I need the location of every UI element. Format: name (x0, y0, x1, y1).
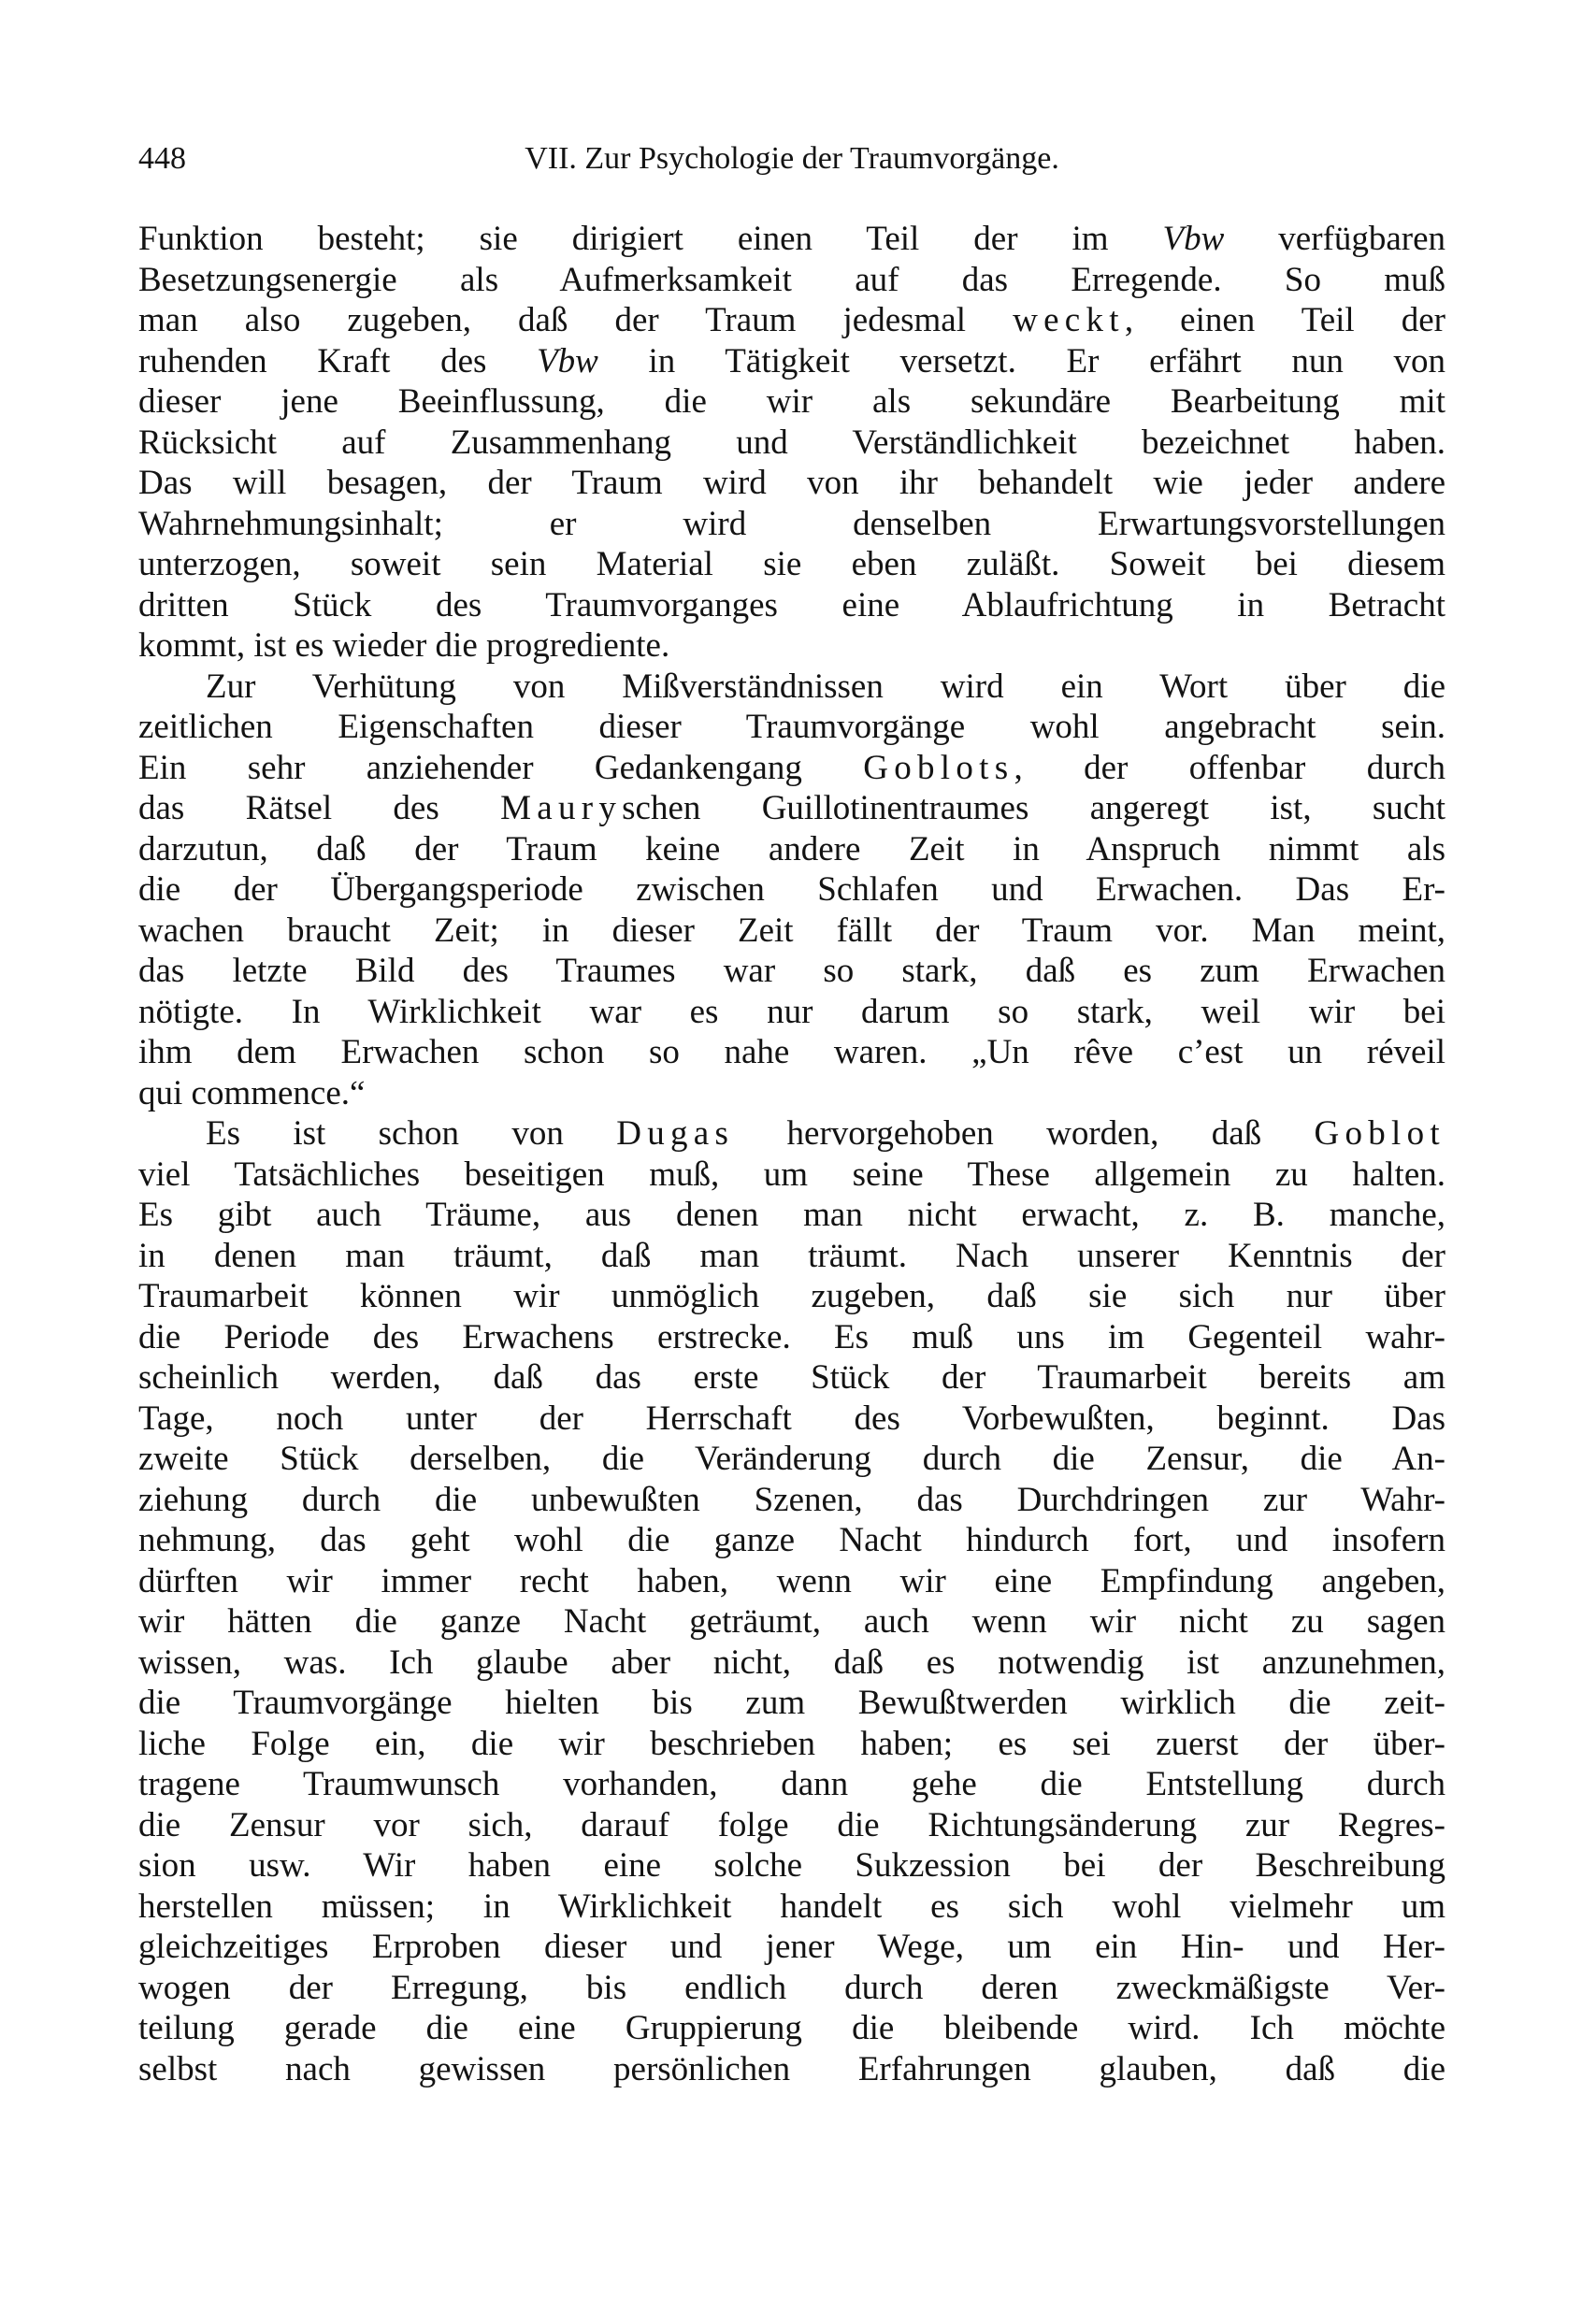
text-line: das Rätsel des Mauryschen Guillotinentraumes angeregt ist, sucht (138, 789, 1445, 827)
text-line: Rücksicht auf Zusammenhang und Verständlichkeit bezeichnet haben. (138, 423, 1445, 462)
text-line: teilung gerade die eine Gruppierung die bleibende wird. Ich möchte (138, 2009, 1445, 2047)
text-line: ihm dem Erwachen schon so nahe waren. „Un rêve c’est un réveil (138, 1033, 1445, 1071)
italic-term: Vbw (1162, 220, 1225, 258)
body-text (138, 219, 1445, 2089)
text-line: dieser jene Beeinflussung, die wir als sekundäre Bearbeitung mit (138, 382, 1445, 421)
letterspaced-name: Goblot (1314, 1114, 1445, 1153)
text-line: unterzogen, soweit sein Material sie eben zuläßt. Soweit bei diesem (138, 545, 1445, 583)
text-line: sion usw. Wir haben eine solche Sukzession bei der Beschreibung (138, 1846, 1445, 1885)
text-line: dürften wir immer recht haben, wenn wir eine Empfindung angeben, (138, 1561, 1445, 1600)
text-line: Es gibt auch Träume, aus denen man nicht erwacht, z. B. manche, (138, 1196, 1445, 1234)
text-line: nehmung, das geht wohl die ganze Nacht hindurch fort, und insofern (138, 1521, 1445, 1559)
text-line: nötigte. In Wirklichkeit war es nur darum so stark, weil wir bei (138, 992, 1445, 1031)
text-line: wogen der Erregung, bis endlich durch deren zweckmäßigste Ver- (138, 1968, 1445, 2007)
text-line: zeitlichen Eigenschaften dieser Traumvorgänge wohl angebracht sein. (138, 708, 1445, 746)
text-line: die der Übergangsperiode zwischen Schlafen und Erwachen. Das Er- (138, 870, 1445, 909)
text-line: ziehung durch die unbewußten Szenen, das Durchdringen zur Wahr- (138, 1480, 1445, 1519)
text-line: tragene Traumwunsch vorhanden, dann gehe die Entstellung durch (138, 1765, 1445, 1803)
text-line: Wahrnehmungsinhalt; er wird denselben Erwartungsvorstellungen (138, 504, 1445, 543)
text-line: Traumarbeit können wir unmöglich zugeben, daß sie sich nur über (138, 1277, 1445, 1315)
text-line: darzutun, daß der Traum keine andere Zeit in Anspruch nimmt als (138, 829, 1445, 868)
text-line: das letzte Bild des Traumes war so stark, daß es zum Erwachen (138, 952, 1445, 990)
letterspaced-name: Dugas (616, 1114, 735, 1153)
text-line: kommt, ist es wieder die progrediente. (138, 626, 670, 665)
text-line: zweite Stück derselben, die Veränderung durch die Zensur, die An- (138, 1440, 1445, 1478)
text-line: wissen, was. Ich glaube aber nicht, daß es notwendig ist anzunehmen, (138, 1643, 1445, 1682)
letterspaced-name: weckt (1013, 301, 1125, 339)
text-line: Funktion besteht; sie dirigiert einen Teil der im Vbw verfügbaren (138, 220, 1445, 258)
text-line: man also zugeben, daß der Traum jedesmal weckt, einen Teil der (138, 301, 1446, 339)
text-line: die Periode des Erwachens erstrecke. Es muß uns im Gegenteil wahr- (138, 1317, 1445, 1356)
text-line: scheinlich werden, daß das erste Stück der Traumarbeit bereits am (138, 1358, 1445, 1397)
text-line: qui commence.“ (138, 1073, 366, 1112)
text-line: ruhenden Kraft des Vbw in Tätigkeit versetzt. Er erfährt nun von (138, 341, 1445, 380)
text-line: Besetzungsenergie als Aufmerksamkeit auf das Erregende. So muß (138, 260, 1445, 299)
text-line: die Zensur vor sich, darauf folge die Richtungsänderung zur Regres- (138, 1805, 1445, 1844)
page-header (138, 138, 1445, 179)
text-line: Ein sehr anziehender Gedankengang Goblots, der offenbar durch (138, 748, 1445, 787)
italic-term: Vbw (537, 341, 598, 380)
letterspaced-name: Maury (500, 789, 623, 827)
text-line: Es ist schon von Dugas hervorgehoben worden, daß Goblot (206, 1114, 1445, 1153)
text-line: in denen man träumt, daß man träumt. Nach unserer Kenntnis der (138, 1236, 1445, 1275)
text-line: herstellen müssen; in Wirklichkeit handelt es sich wohl vielmehr um (138, 1886, 1445, 1926)
text-line: selbst nach gewissen persönlichen Erfahrungen glauben, daß die (138, 2049, 1445, 2088)
text-line: Zur Verhütung von Mißverständnissen wird ein Wort über die (206, 667, 1445, 706)
text-line: dritten Stück des Traumvorganges eine Ablaufrichtung in Betracht (138, 585, 1445, 624)
text-line: Das will besagen, der Traum wird von ihr behandelt wie jeder andere (138, 464, 1445, 502)
page-number: 448 (138, 141, 186, 176)
text-line: wachen braucht Zeit; in dieser Zeit fällt der Traum vor. Man meint, (138, 911, 1445, 950)
text-line: gleichzeitiges Erproben dieser und jener Wege, um ein Hin- und Her- (138, 1928, 1445, 1966)
letterspaced-name: Goblots (863, 748, 1014, 787)
text-line: wir hätten die ganze Nacht geträumt, auch wenn wir nicht zu sagen (138, 1602, 1445, 1641)
text-line: die Traumvorgänge hielten bis zum Bewußtwerden wirklich die zeit- (138, 1684, 1445, 1722)
text-line: Tage, noch unter der Herrschaft des Vorbewußten, beginnt. Das (138, 1399, 1445, 1438)
text-line: viel Tatsächliches beseitigen muß, um seine These allgemein zu halten. (138, 1155, 1445, 1194)
running-title: VII. Zur Psychologie der Traumvorgänge. (525, 141, 1059, 176)
text-line: liche Folge ein, die wir beschrieben haben; es sei zuerst der über- (138, 1724, 1445, 1763)
